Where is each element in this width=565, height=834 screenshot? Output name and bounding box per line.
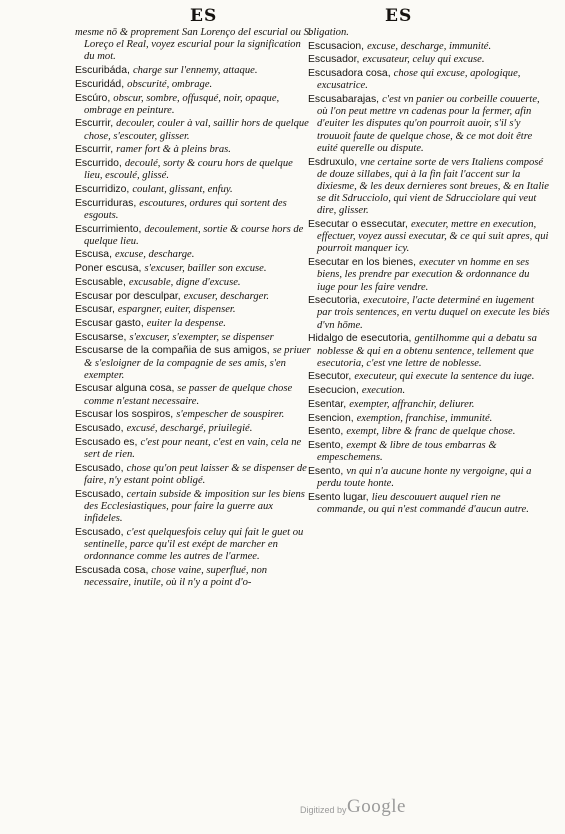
dictionary-entry	[308, 440, 550, 464]
entry-headword: Escurridizo,	[75, 183, 130, 195]
entry-headword: Escusado,	[75, 488, 124, 500]
entry-headword: Escusado,	[75, 526, 124, 538]
dictionary-entry	[75, 79, 313, 91]
entry-headword: Esento,	[308, 440, 344, 451]
dictionary-entry	[75, 158, 313, 182]
dictionary-entry	[308, 426, 550, 438]
entry-definition: exempt, libre & franc de quelque chose.	[346, 426, 516, 438]
dictionary-entry	[308, 333, 550, 370]
entry-definition: obscurité, ombrage.	[127, 78, 213, 90]
entry-headword: Esecucion,	[308, 385, 359, 397]
entry-definition: executoire, l'acte determiné en iugement par trois sentences, en vertu duquel on execute les biés d'vn hōme.	[317, 295, 550, 331]
entry-headword: Escusable,	[75, 276, 126, 288]
entry-definition: exemption, franchise, immunité.	[356, 412, 493, 424]
dictionary-entry	[75, 263, 313, 275]
dictionary-entry	[75, 184, 313, 196]
entry-definition: se priuer & s'esloigner de la compagnie de ses amis, s'en exempter.	[84, 345, 311, 381]
entry-headword: Escusado,	[75, 423, 124, 435]
dictionary-entry	[75, 345, 313, 382]
entry-headword: Poner escusa,	[75, 263, 142, 275]
entry-definition: exempt & libre de tous embarras & empeschemens.	[317, 440, 497, 464]
entry-definition: executeur, qui execute la sentence du iuge.	[354, 371, 535, 383]
entry-definition: excuser, descharger.	[183, 290, 269, 302]
dictionary-entry	[308, 68, 550, 92]
digitized-by-text: Digitized by	[300, 805, 347, 815]
entry-headword: Escusabarajas,	[308, 94, 380, 106]
entry-definition: s'excuser, bailler son excuse.	[144, 263, 267, 275]
entry-headword: Escusa,	[75, 249, 112, 261]
entry-definition: s'excuser, s'exempter, se dispenser	[129, 331, 274, 343]
dictionary-entry	[75, 93, 313, 117]
entry-headword: Escusarse,	[75, 331, 127, 343]
entry-headword: Esecutar en los bienes,	[308, 257, 417, 269]
entry-definition: lieu descouuert auquel rien ne commande, ou qui n'est commandé d'aucun autre.	[317, 491, 529, 516]
entry-definition: excusable, digne d'excuse.	[128, 276, 241, 288]
entry-definition: coulant, glissant, enfuy.	[132, 183, 233, 195]
entry-headword: Escusadora cosa,	[308, 68, 391, 80]
dictionary-entry	[308, 466, 550, 490]
entry-definition: obscur, sombre, offusqué, noir, opaque, ombrage en peinture.	[84, 92, 280, 116]
dictionary-entry	[75, 198, 313, 222]
dictionary-entry	[308, 157, 550, 218]
entry-headword: Esdruxulo,	[308, 156, 358, 168]
entry-definition: se passer de quelque chose comme n'estant necessaire.	[84, 383, 293, 407]
dictionary-entry	[75, 423, 313, 435]
dictionary-entry	[308, 27, 550, 39]
left-column	[75, 27, 313, 591]
entry-headword: Escurrimiento,	[75, 223, 142, 235]
entry-headword: Esentar,	[308, 398, 347, 410]
entry-definition: execution.	[361, 385, 406, 397]
entry-headword: Escusacion,	[308, 40, 365, 52]
entry-headword: Escusado,	[75, 462, 124, 474]
dictionary-entry	[75, 27, 313, 64]
entry-headword: Escusar,	[75, 304, 115, 316]
entry-headword: Escúro,	[75, 92, 111, 104]
entry-definition: vn qui n'a aucune honte ny vergoigne, qui a perdu toute honte.	[317, 465, 532, 490]
entry-definition: exempter, affranchir, deliurer.	[349, 398, 475, 410]
right-column	[308, 27, 550, 518]
entry-definition: decoulé, sorty & couru hors de quelque lieu, escoulé, glissé.	[84, 158, 293, 182]
entry-headword: Escusar por desculpar,	[75, 290, 181, 302]
entry-definition: bligation.	[308, 27, 349, 38]
dictionary-entry	[75, 277, 313, 289]
entry-definition: excuse, descharge, immunité.	[367, 40, 492, 52]
running-header	[0, 6, 565, 28]
entry-headword: Escusar alguna cosa,	[75, 383, 175, 395]
entry-headword: Esecutoria,	[308, 295, 360, 307]
header-right-word: ES	[385, 6, 413, 26]
entry-headword: Escurrir,	[75, 144, 114, 156]
dictionary-entry	[308, 219, 550, 256]
entry-definition: executer, mettre en execution, effectuer, voyez aussi executar, & ce qui suit apres, qui pourroit manquer icy.	[317, 219, 549, 255]
entry-definition: chose qu'on peut laisser & se dispenser de faire, n'y estant point obligé.	[84, 462, 307, 486]
dictionary-entry	[75, 291, 313, 303]
entry-headword: Escuridád,	[75, 78, 125, 90]
entry-definition: ramer fort & à pleins bras.	[116, 144, 231, 156]
entry-definition: euiter la despense.	[146, 317, 226, 329]
digitization-watermark	[300, 795, 460, 821]
dictionary-entry	[308, 399, 550, 411]
entry-definition: chose vaine, superflué, non necessaire, inutile, où il n'y a point d'o-	[84, 564, 268, 589]
entry-definition: excuse, descharge.	[115, 249, 195, 261]
entry-headword: Esento,	[308, 465, 344, 477]
dictionary-entry	[75, 463, 313, 487]
entry-headword: Escusador,	[308, 54, 360, 66]
header-left-word: ES	[190, 6, 218, 26]
entry-definition: decoulement, sortie & course hors de quelque lieu.	[84, 223, 304, 247]
entry-headword: Esecutor,	[308, 371, 352, 383]
dictionary-entry	[75, 527, 313, 564]
entry-definition: vne certaine sorte de vers Italiens composé de douze sillabes, qui à la fin fait l'accent sur la dixiesme, & les deux dernieres sont breues, & en Italie se dit Sdrucciolo, qui vient de Sdrucciolare qui veut dire, glisser.	[317, 156, 549, 217]
entry-definition: excusé, deschargé, priuilegié.	[126, 423, 253, 435]
dictionary-entry	[75, 304, 313, 316]
entry-headword: Escurriduras,	[75, 197, 137, 209]
entry-definition: c'est vn panier ou corbeille couuerte, où l'on peut mettre vn cadenas pour la fermer, afin d'euiter les disputes qu'on pourroit auoir, s'il s'y trouuoit faute de quelque chose, & ce mot doit être euité querelle ou dispute.	[317, 94, 540, 154]
dictionary-entry	[308, 371, 550, 383]
entry-headword: Escusar los sospiros,	[75, 409, 174, 421]
entry-definition: s'empescher de souspirer.	[176, 409, 285, 421]
dictionary-entry	[75, 565, 313, 589]
entry-definition: decouler, couler à val, saillir hors de quelque chose, s'escouter, glisser.	[84, 118, 309, 142]
dictionary-entry	[75, 144, 313, 156]
dictionary-entry	[75, 249, 313, 261]
dictionary-entry	[308, 385, 550, 397]
entry-headword: Escusar gasto,	[75, 317, 144, 329]
dictionary-entry	[75, 383, 313, 407]
entry-definition: c'est pour neant, c'est en vain, cela ne sert de rien.	[84, 436, 302, 460]
dictionary-entry	[75, 224, 313, 248]
entry-headword: Hidalgo de esecutoria,	[308, 333, 412, 345]
dictionary-entry	[75, 489, 313, 526]
entry-headword: Escurrir,	[75, 118, 114, 130]
dictionary-entry	[308, 413, 550, 425]
entry-definition: executer vn homme en ses biens, les prendre par execution & ordonnance du iuge pour les faire vendre.	[317, 257, 530, 293]
entry-definition: escoutures, ordures qui sortent des esgouts.	[84, 197, 287, 221]
dictionary-entry	[75, 437, 313, 461]
dictionary-entry	[308, 94, 550, 155]
dictionary-entry	[75, 318, 313, 330]
dictionary-entry	[308, 492, 550, 516]
entry-headword: Escuribáda,	[75, 65, 130, 77]
entry-headword: Escusarse de la compañia de sus amigos,	[75, 345, 270, 357]
entry-definition: mesme nō & proprement San Lorenço del escurial ou S. Loreço el Real, voyez escurial pour la signification du mot.	[75, 27, 312, 63]
entry-headword: Esencion,	[308, 412, 354, 424]
entry-definition: c'est quelquesfois celuy qui fait le guet ou sentinelle, parce qu'il est exépt de marcher en ordonnance comme les autres de l'armee.	[84, 526, 304, 563]
entry-definition: chose qui excuse, apologique, excusatrice.	[317, 68, 521, 92]
entry-headword: Esento lugar,	[308, 491, 369, 503]
entry-headword: Escusada cosa,	[75, 564, 149, 576]
entry-headword: Escusado es,	[75, 436, 138, 448]
entry-headword: Esento,	[308, 426, 344, 438]
entry-definition: gentilhomme qui a debatu sa noblesse & qui en a obtenu sentence, tellement que esecutoria, c'est vne lettre de noblesse.	[317, 333, 537, 369]
dictionary-entry	[75, 65, 313, 77]
dictionary-entry	[308, 295, 550, 332]
entry-headword: Esecutar o essecutar,	[308, 219, 408, 231]
entry-definition: espargner, euiter, dispenser.	[117, 304, 236, 316]
dictionary-entry	[308, 54, 550, 66]
google-logo: Google	[347, 796, 406, 817]
entry-definition: charge sur l'ennemy, attaque.	[132, 65, 258, 77]
dictionary-entry	[75, 332, 313, 344]
dictionary-entry	[75, 409, 313, 421]
dictionary-entry	[308, 41, 550, 53]
entry-headword: Escurrido,	[75, 158, 122, 170]
entry-definition: excusateur, celuy qui excuse.	[362, 54, 485, 66]
entry-definition: certain subside & imposition sur les biens des Ecclesiastiques, pour faire la guerre aux infideles.	[84, 488, 305, 525]
dictionary-entry	[308, 257, 550, 294]
dictionary-entry	[75, 118, 313, 142]
